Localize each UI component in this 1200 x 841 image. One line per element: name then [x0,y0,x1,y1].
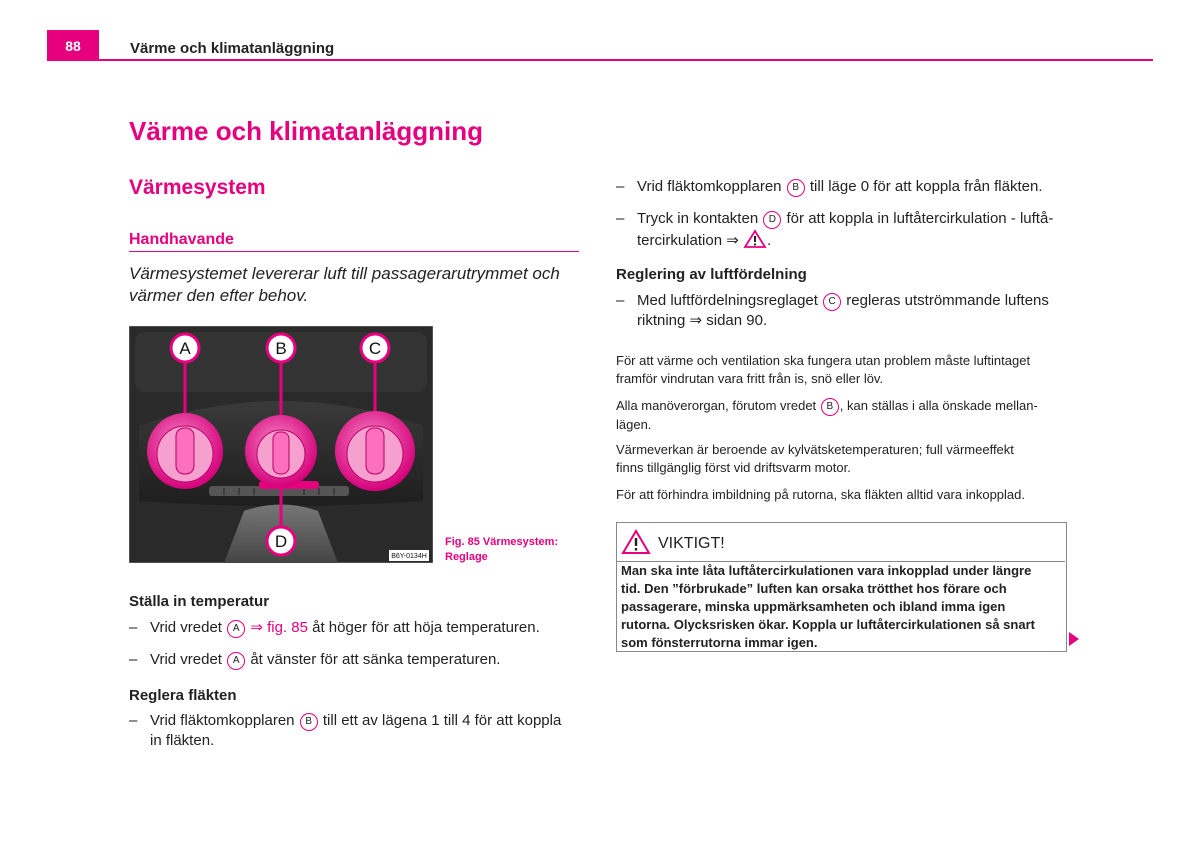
badge-d: D [763,211,781,229]
list-item: – Vrid fläktomkopplaren B till läge 0 för att koppla från fläkten. [616,178,1043,195]
list-item: – Vrid fläktomkopplaren B till ett av lägena 1 till 4 för att koppla in fläkten. [129,712,562,749]
warning-triangle-icon [621,529,651,555]
list-item: – Vrid vredet A åt vänster för att sänka temperaturen. [129,651,501,668]
warning-title: VIKTIGT! [658,535,725,552]
label-b-circle [267,334,295,362]
dist-heading: Reglering av luftfördelning [616,266,807,283]
fan-heading: Reglera fläkten [129,687,237,704]
svg-text:B: B [275,339,287,358]
note-paragraph: För att förhindra imbildning på rutorna, ska fläkten alltid vara inkopplad. [616,487,1025,502]
badge-b: B [300,713,318,731]
note-paragraph: Alla manöverorgan, förutom vredet B , kan ställas i alla önskade mellan- lägen. [616,398,1038,432]
page-number: 88 [65,38,81,54]
badge-b: B [821,398,839,416]
svg-text:A: A [179,339,191,358]
badge-b: B [787,179,805,197]
label-c-circle [361,334,389,362]
note-paragraph: Värmeverkan är beroende av kylvätsketemperaturen; full värmeeffekt finns tillgänglig först vid driftsvarm motor. [616,442,1014,475]
list-item: – Med luftfördelningsreglaget C regleras utströmmande luftens riktning ⇒ sidan 90. [616,292,1049,329]
heater-controls-figure [129,326,433,563]
intro-text: Värmesystemet levererar luft till passagerarutrymmet och värmer den efter behov. [129,264,560,305]
svg-text:C: C [368,339,382,358]
label-a-circle [171,334,199,362]
page-title: Värme och klimatanläggning [129,116,483,146]
subsection-heading: Handhavande [129,231,234,248]
warning-triangle-icon[interactable] [743,229,767,249]
badge-a: A [227,652,245,670]
subsection-rule [129,251,579,252]
section-heading: Värmesystem [129,176,266,199]
badge-c: C [823,293,841,311]
label-d-circle [267,527,295,555]
list-item: – Tryck in kontakten D för att koppla in luftåtercirkulation - luftå- tercirkulation ⇒ . [616,210,1054,249]
figure-caption: Fig. 85 Värmesystem: Reglage [445,536,559,563]
header-rule [47,59,1153,61]
badge-a: A [227,620,245,638]
svg-text:D: D [274,532,288,551]
fig-link[interactable]: fig. 85 [267,619,308,636]
list-item: – Vrid vredet A ⇒ fig. 85 åt höger för att höja temperaturen. [129,619,540,636]
figure-code: B6Y-0134H [391,553,427,560]
temp-heading: Ställa in temperatur [129,593,270,610]
warning-text: Man ska inte låta luftåtercirkulationen vara inkopplad under längre tid. Den ”förbrukade” luften kan orsaka trötthet hos förare och passagerare, minska uppmärksamheten och ibland imma igen rutorna. Olycksrisken ökar. Koppla ur luftåtercirkulationen så snart som fönsterrutorna immar igen. [621,563,1035,650]
running-title: Värme och klimatanläggning [130,40,335,57]
continue-arrow-icon[interactable] [1069,632,1079,646]
note-paragraph: För att värme och ventilation ska fungera utan problem måste luftintaget framför vindrutan vara fritt från is, snö eller löv. [616,353,1031,386]
